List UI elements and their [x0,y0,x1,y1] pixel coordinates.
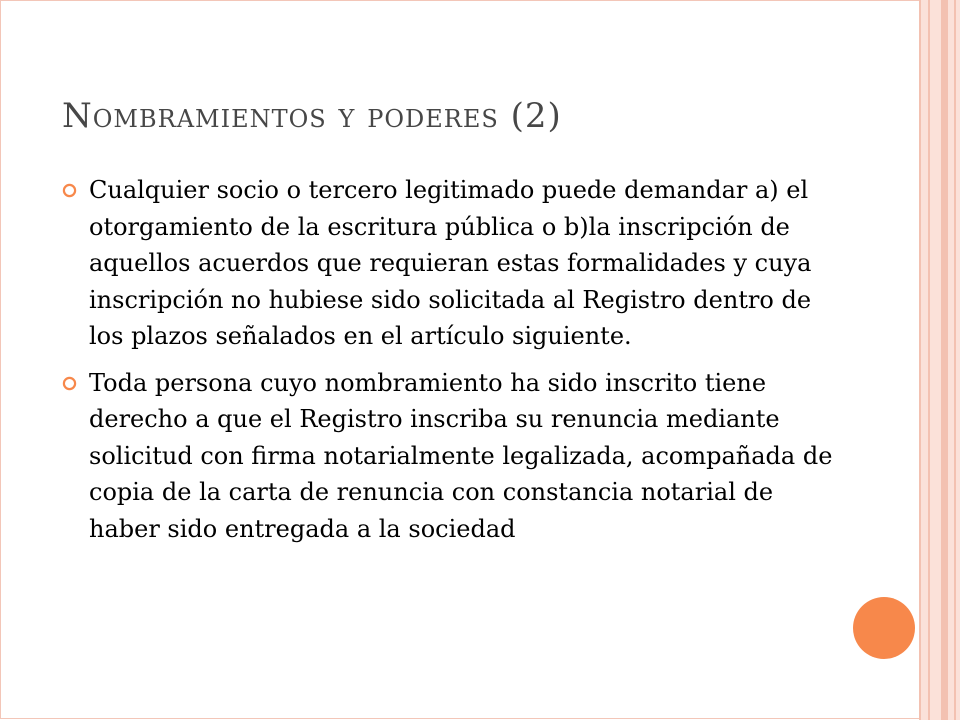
decorative-stripe [954,0,956,720]
decorative-stripe [941,0,948,720]
open-circle-icon [62,183,77,198]
bullet-list [62,172,842,557]
slide-title: Nombramientos y poderes (2) [62,96,562,136]
bullet-item [62,365,842,548]
open-circle-icon [62,376,77,391]
bullet-item [62,172,842,355]
accent-circle [853,597,915,659]
bullet-text: Cualquier socio o tercero legitimado puede demandar a) el otorgamiento de la escritura pública o b)la inscripción de aquellos acuerdos que requieran estas formalidades y cuya inscripción no hubiese sido solicitada al Registro dentro de los plazos señalados en el artículo siguiente. [89,176,812,350]
decorative-stripe [919,0,921,720]
bullet-text: Toda persona cuyo nombramiento ha sido inscrito tiene derecho a que el Registro inscriba su renuncia mediante solicitud con firma notarialmente legalizada, acompañada de copia de la carta de renuncia con constancia notarial de haber sido entregada a la sociedad [89,368,833,543]
decorative-stripe [928,0,930,720]
